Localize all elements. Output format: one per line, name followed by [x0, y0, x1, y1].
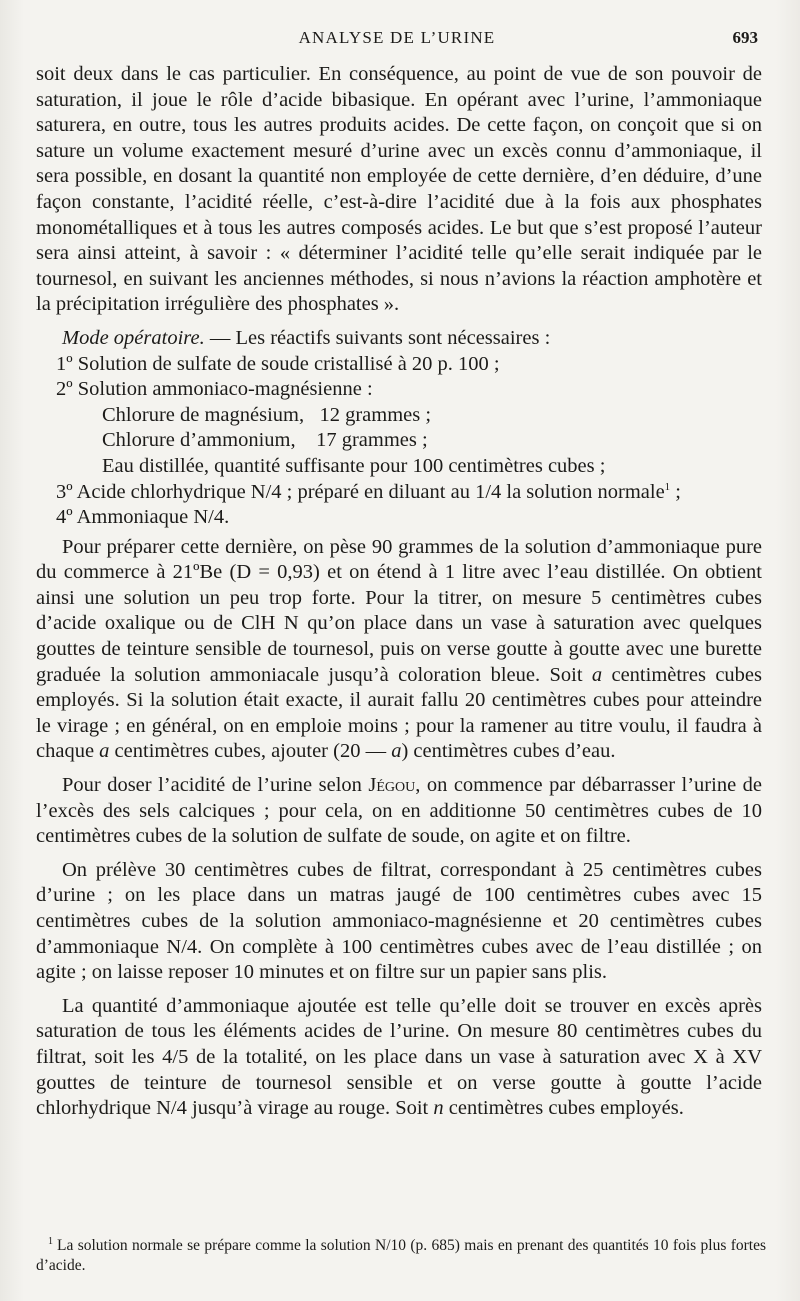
paragraph-preparation	[36, 535, 762, 765]
variable-a: a	[591, 663, 603, 686]
text-run: centimètres cubes, ajouter (20 —	[109, 740, 392, 763]
running-title: ANALYSE DE L’URINE	[298, 28, 496, 47]
footnote-mark: 1	[48, 1236, 53, 1247]
paragraph-filtrate: On prélève 30 centimètres cubes de filtrat, correspondant à 25 centimètres cubes d’urine ; on les place dans un matras jaugé de 100 centimètres cubes avec 15 centimètres cubes de la solution ammoniaco-magnésienne et 20 centimètres cubes d’ammoniaque N/4. On complète à 100 centimètres cubes avec de l’eau distillée ; on agite ; on laisse reposer 10 minutes et on filtre sur un papier sans plis.	[36, 858, 762, 984]
paragraph-saturation: soit deux dans le cas particulier. En conséquence, au point de vue de son pouvoir de saturation, il joue le rôle d’acide bibasique. En opérant avec l’urine, l’ammoniaque saturera, en outre, tous les autres produits acides. De cette façon, on conçoit que si on sature un volume exactement mesuré d’urine avec un excès connu d’ammoniaque, il sera possible, en dosant la quantité non employée de cette dernière, d’en déduire, d’une façon constante, l’acidité réelle, c’est-à-dire l’acidité due à la fois aux phosphates monométalliques et à tous les autres composés acides. Le but que s’est proposé l’auteur sera ainsi atteint, à savoir : « déterminer l’acidité telle qu’elle serait indiquée par le tournesol, en suivant les anciennes méthodes, si nous n’avions la réaction amphotère et la précipitation irrégulière des phosphates ».	[36, 63, 762, 316]
footnote-ref: 1	[664, 480, 671, 493]
text-run: centimètres cubes employés. Si la solution était exacte, il aurait fallu 20 centimètres cubes pour atteindre le virage ; en général, on en emploie moins ; pour la ramener au titre voulu, il faudra à chaque	[36, 663, 762, 763]
reagent-sub-ammonium: Chlorure d’ammonium, 17 grammes ;	[102, 429, 428, 452]
reagent-item-2: 2º Solution ammoniaco-magnésienne :	[56, 378, 373, 401]
mode-text: — Les réactifs suivants sont nécessaires :	[204, 326, 551, 349]
variable-a: a	[99, 740, 110, 763]
text-run: Pour préparer cette dernière, on pèse 90 grammes de la solution d’ammoniaque pure du commerce à 21ºBe (D = 0,93) et on étend à 1 litre avec l’eau distillée. On obtient ainsi une solution un peu trop forte. Pour la titrer, on mesure 5 centimètres cubes d’acide oxalique ou de ClH N qu’on place dans un vase à saturation avec quelques gouttes de teinture sensible de tournesol, puis on verse goutte à goutte avec une burette graduée la solution ammoniacale jusqu’à coloration bleue. Soit	[36, 535, 762, 686]
reagent-sub-magnesium: Chlorure de magnésium, 12 grammes ;	[102, 403, 432, 426]
footnote	[36, 1232, 766, 1276]
page-header	[36, 26, 758, 54]
reagent-sub-water: Eau distillée, quantité suffisante pour 100 centimètres cubes ;	[102, 454, 606, 477]
text-run: centimètres cubes employés.	[443, 1097, 684, 1120]
mode-heading-line	[36, 326, 762, 352]
reagent-item-3-tail: ;	[670, 480, 681, 503]
text-run: ) centimètres cubes d’eau.	[401, 740, 616, 763]
footnote-text: La solution normale se prépare comme la solution N/10 (p. 685) mais en prenant des quantités 10 fois plus fortes d’acide.	[36, 1237, 766, 1275]
reagent-item-3-text: 3º Acide chlorhydrique N/4 ; préparé en diluant au 1/4 la solution normale	[56, 480, 665, 503]
variable-a: a	[391, 740, 402, 763]
author-name: Jégou	[368, 774, 416, 797]
variable-n: n	[433, 1097, 444, 1120]
page-number: 693	[732, 28, 758, 47]
paragraph-titration	[36, 994, 762, 1122]
text-run: Pour doser l’acidité de l’urine selon	[62, 774, 369, 797]
text-run: , on commence par débarrasser l’urine de l’excès des sels calciques ; pour cela, on en additionne 50 centimètres cubes de 10 centimètres cubes de la solution de sulfate de soude, on agite et on filtre.	[36, 774, 762, 848]
reagent-item-4: 4º Ammoniaque N/4.	[56, 506, 230, 529]
reagent-item-1: 1º Solution de sulfate de soude cristallisé à 20 p. 100 ;	[56, 352, 500, 375]
paragraph-dosage	[36, 773, 762, 850]
mode-label: Mode opératoire.	[62, 326, 205, 349]
reagent-item-3	[36, 480, 762, 506]
page-body	[36, 62, 762, 1130]
text-run: La quantité d’ammoniaque ajoutée est telle qu’elle doit se trouver en excès après saturation de tous les éléments acides de l’urine. On mesure 80 centimètres cubes du filtrat, soit les 4/5 de la totalité, on les place dans un vase à saturation avec X à XV gouttes de teinture de tournesol sensible et on verse goutte à goutte l’acide chlorhydrique N/4 jusqu’à virage au rouge. Soit	[36, 994, 762, 1120]
